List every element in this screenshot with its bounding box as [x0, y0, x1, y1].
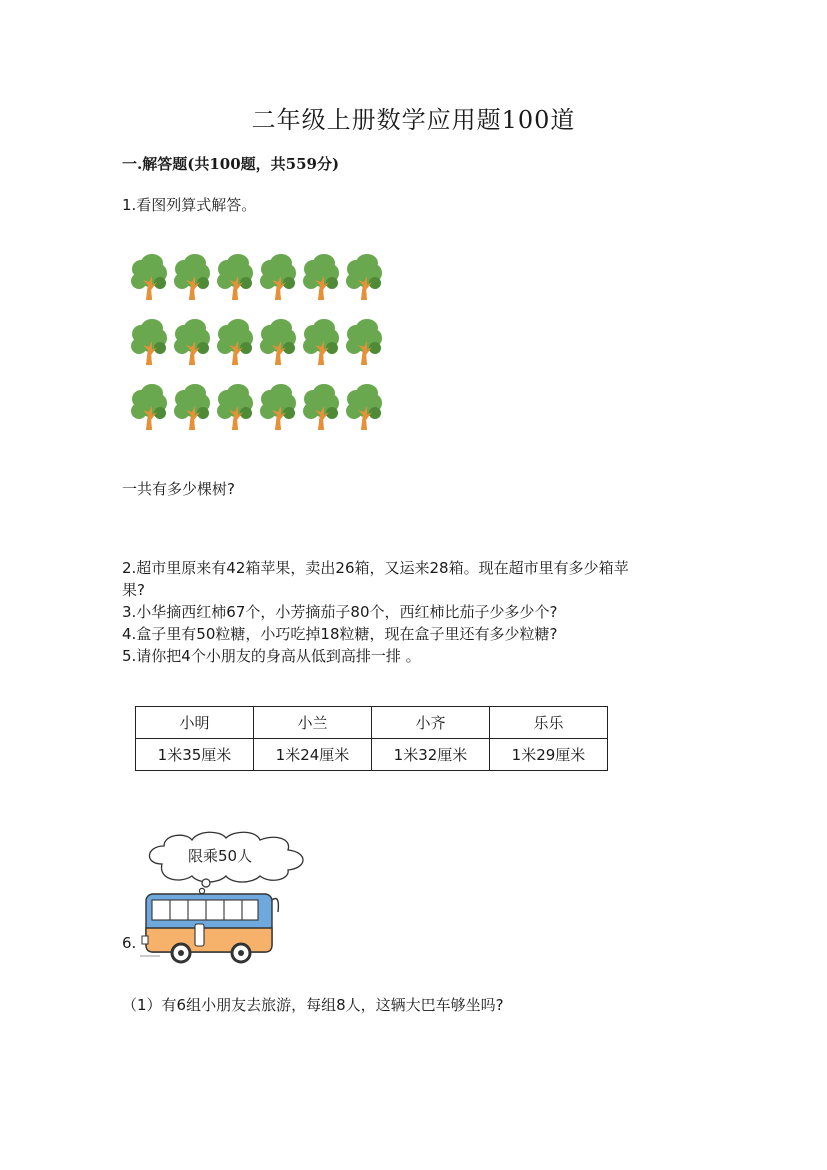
tree-icon: [173, 318, 210, 367]
tree-icon: [216, 253, 253, 302]
tree-icon: [259, 253, 296, 302]
question-3: 3.小华摘西红柿67个，小芳摘茄子80个，西红柿比茄子少多少个?: [122, 603, 558, 621]
table-cell-name: 小齐: [372, 707, 490, 739]
tree-icon: [216, 318, 253, 367]
table-cell-name: 乐乐: [490, 707, 608, 739]
tree-grid: [130, 253, 382, 448]
table-row: [136, 707, 608, 739]
question-1-prompt: 1.看图列算式解答。: [122, 196, 257, 214]
table-cell-height: 1米32厘米: [372, 739, 490, 771]
tree-icon: [130, 318, 167, 367]
tree-icon: [302, 253, 339, 302]
table-row: [136, 739, 608, 771]
tree-icon: [130, 253, 167, 302]
tree-row: [130, 318, 382, 367]
table-cell-height: 1米29厘米: [490, 739, 608, 771]
tree-icon: [130, 383, 167, 432]
question-5-prompt: 5.请你把4个小朋友的身高从低到高排一排 。: [122, 647, 421, 665]
tree-icon: [302, 383, 339, 432]
table-cell-name: 小明: [136, 707, 254, 739]
section-heading: 一.解答题(共100题，共559分): [122, 155, 340, 173]
tree-icon: [345, 318, 382, 367]
tree-row: [130, 253, 382, 302]
table-cell-height: 1米24厘米: [254, 739, 372, 771]
question-2-line1: 2.超市里原来有42箱苹果，卖出26箱，又运来28箱。现在超市里有多少箱苹: [122, 559, 629, 577]
page-title: 二年级上册数学应用题100道: [251, 106, 576, 134]
tree-icon: [259, 383, 296, 432]
tree-row: [130, 383, 382, 432]
question-1-text: 一共有多少棵树?: [122, 480, 235, 498]
tree-icon: [259, 318, 296, 367]
question-6-number: 6.: [122, 934, 137, 952]
tree-icon: [173, 253, 210, 302]
tree-icon: [302, 318, 339, 367]
tree-icon: [173, 383, 210, 432]
height-table: [135, 706, 608, 771]
question-6-sub1: （1）有6组小朋友去旅游，每组8人，这辆大巴车够坐吗?: [122, 996, 504, 1014]
bus-illustration: [140, 828, 315, 970]
tree-icon: [216, 383, 253, 432]
table-cell-height: 1米35厘米: [136, 739, 254, 771]
question-4: 4.盒子里有50粒糖，小巧吃掉18粒糖，现在盒子里还有多少粒糖?: [122, 625, 558, 643]
bus-icon: [140, 894, 278, 962]
tree-icon: [345, 383, 382, 432]
table-cell-name: 小兰: [254, 707, 372, 739]
question-2-line2: 果?: [122, 581, 145, 599]
cloud-text: 限乘50人: [188, 847, 253, 865]
tree-icon: [345, 253, 382, 302]
